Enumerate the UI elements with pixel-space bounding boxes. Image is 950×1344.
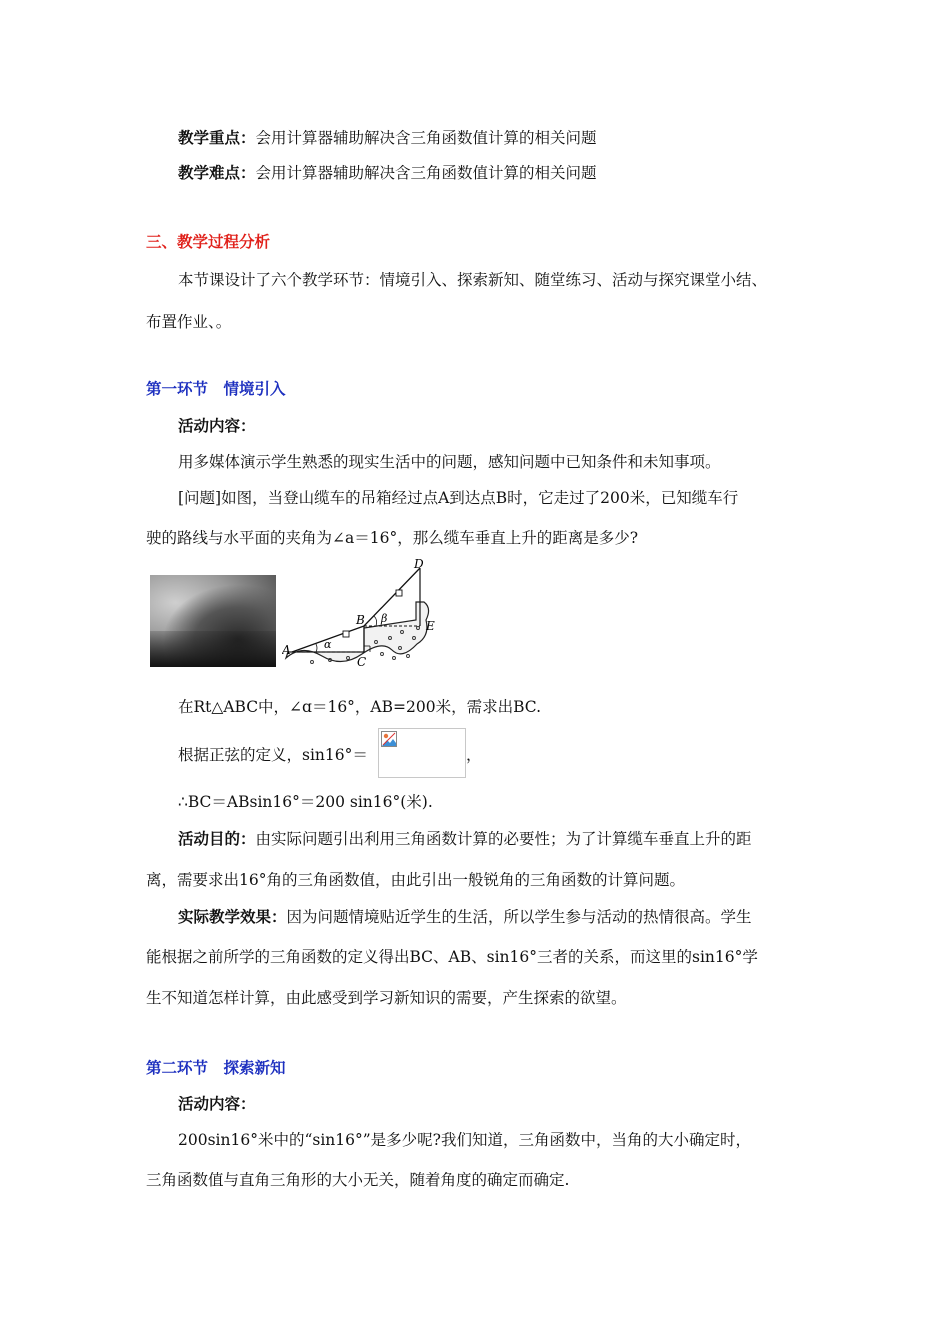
stage1-activity-label: 活动内容： xyxy=(178,416,256,435)
stage1-heading: 第一环节 情境引入 xyxy=(146,379,286,398)
section3-para-line2: 布置作业、。 xyxy=(146,313,232,331)
focus-text: 会用计算器辅助解决含三角函数值计算的相关问题 xyxy=(255,129,597,147)
focus-label: 教学重点： xyxy=(178,128,256,147)
difficulty-label: 教学难点： xyxy=(178,163,256,182)
stage2-activity-label: 活动内容： xyxy=(178,1094,256,1113)
effect-label: 实际教学效果： xyxy=(178,907,287,926)
stage2-line1: 200sin16°米中的“sin16°”是多少呢?我们知道，三角函数中，当角的大小确定时， xyxy=(178,1131,751,1149)
section3-para-line1: 本节课设计了六个教学环节：情境引入、探索新知、随堂练习、活动与探究课堂小结、 xyxy=(178,271,768,289)
stage1-result-line: ∴BC＝ABsin16°＝200 sin16°(米). xyxy=(178,793,433,811)
broken-image-icon xyxy=(381,731,397,747)
purpose-text: 由实际问题引出利用三角函数计算的必要性；为了计算缆车垂直上升的距 xyxy=(255,830,752,848)
label-b: B xyxy=(356,613,365,627)
formula-image-placeholder xyxy=(378,728,466,778)
stage1-effect-line3: 生不知道怎样计算，由此感受到学习新知识的需要，产生探索的欲望。 xyxy=(146,989,627,1007)
stage1-purpose-line2: 离，需要求出16°角的三角函数值，由此引出一般锐角的三角函数的计算问题。 xyxy=(146,871,685,889)
purpose-label: 活动目的： xyxy=(178,829,256,848)
stage1-effect-line2: 能根据之前所学的三角函数的定义得出BC、AB、sin16°三者的关系，而这里的sin16°学 xyxy=(146,948,758,966)
difficulty-text: 会用计算器辅助解决含三角函数值计算的相关问题 xyxy=(255,164,597,182)
teaching-difficulty xyxy=(178,163,597,183)
stage1-sine-suffix: ， xyxy=(466,746,482,764)
effect-text: 因为问题情境贴近学生的生活，所以学生参与活动的热情很高。学生 xyxy=(286,908,752,926)
label-beta: β xyxy=(381,612,388,625)
label-d: D xyxy=(414,558,424,571)
stage1-sine-prefix: 根据正弦的定义，sin16°＝ xyxy=(178,746,368,764)
stage2-line2: 三角函数值与直角三角形的大小无关，随着角度的确定而确定. xyxy=(146,1171,570,1189)
stage1-effect-line1 xyxy=(178,907,752,927)
label-alpha: α xyxy=(324,638,332,651)
label-c: C xyxy=(357,655,367,669)
cable-car-diagram xyxy=(282,558,442,670)
teaching-focus xyxy=(178,128,597,148)
stage1-rt-line: 在Rt△ABC中，∠ɑ＝16°，AB=200米，需求出BC. xyxy=(178,698,542,716)
section3-heading: 三、教学过程分析 xyxy=(146,232,271,251)
stage1-activity-line: 用多媒体演示学生熟悉的现实生活中的问题，感知问题中已知条件和未知事项。 xyxy=(178,453,721,471)
label-e: E xyxy=(426,619,435,633)
stage1-problem-line2: 驶的路线与水平面的夹角为∠a＝16°，那么缆车垂直上升的距离是多少? xyxy=(146,529,639,547)
cable-car-photo xyxy=(150,575,276,667)
stage2-heading: 第二环节 探索新知 xyxy=(146,1058,286,1077)
stage1-purpose-line1 xyxy=(178,829,752,849)
stage1-problem-line1: [问题]如图，当登山缆车的吊箱经过点A到达点B时，它走过了200米，已知缆车行 xyxy=(178,489,739,507)
label-a: A xyxy=(282,643,291,657)
